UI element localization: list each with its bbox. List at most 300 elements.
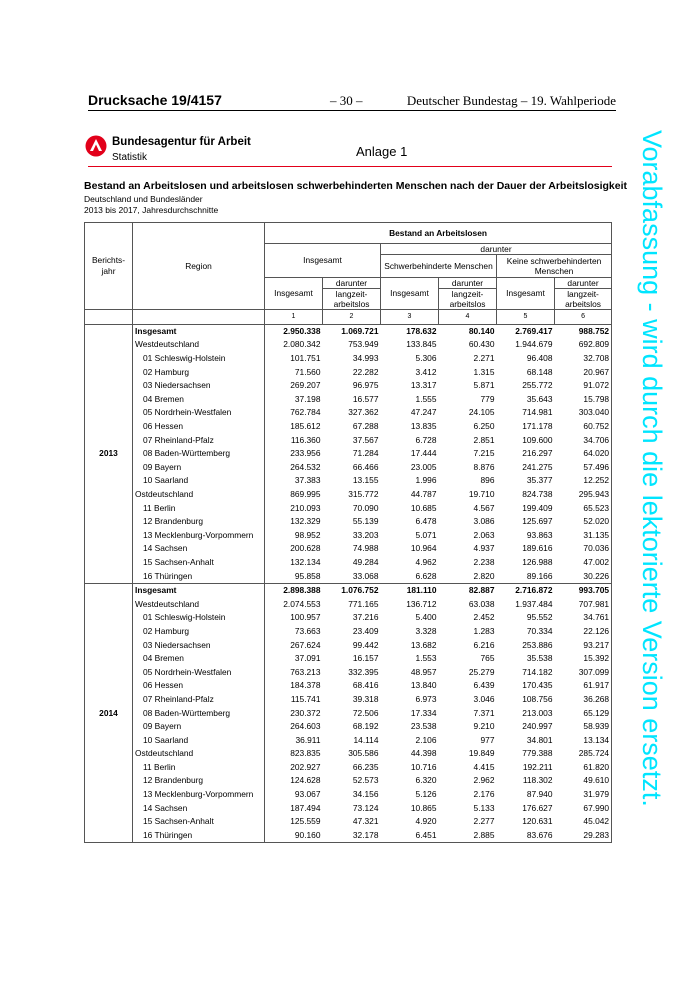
value-cell: 65.129 [555,706,612,720]
value-cell: 70.036 [555,542,612,556]
table-row [85,529,612,543]
value-cell: 2.063 [473,529,495,540]
value-cell: 241.275 [522,461,553,472]
value-cell: 13.840 [410,680,437,691]
region-cell: 13 Mecklenburg-Vorpommern [133,529,265,543]
region-cell: 08 Baden-Württemberg [133,447,265,461]
value-cell: 74.988 [352,543,379,554]
value-cell: 35.643 [526,393,553,404]
table-body [85,324,612,843]
value-cell: 178.632 [381,324,439,338]
value-cell: 80.140 [439,324,497,338]
region-cell: Westdeutschland [133,338,265,352]
value-cell: 5.400 [415,612,437,623]
value-cell: 2.769.417 [497,324,555,338]
value-cell: 210.093 [290,502,321,513]
value-cell: 29.283 [555,829,612,843]
table-row [85,693,612,707]
table-row [85,474,612,488]
value-cell: 133.845 [406,339,437,350]
value-cell: 64.020 [555,447,612,461]
region-cell: 04 Bremen [133,393,265,407]
value-cell: 5.071 [415,529,437,540]
region-cell: Insgesamt [133,324,265,338]
value-cell: 67.288 [352,421,379,432]
value-cell: 36.911 [295,734,321,745]
value-cell: 2.950.338 [265,324,323,338]
value-cell: 63.038 [468,598,495,609]
value-cell: 192.211 [522,761,553,772]
value-cell: 31.979 [555,788,612,802]
value-cell: 184.378 [290,680,321,691]
value-cell: 47.247 [410,407,437,418]
value-cell: 83.676 [497,829,555,843]
anlage-label: Anlage 1 [356,144,408,159]
value-cell: 977 [480,734,495,745]
value-cell: 58.939 [555,720,612,734]
region-cell: 05 Nordrhein-Westfalen [133,665,265,679]
value-cell: 2.080.342 [283,339,321,350]
table-row [85,597,612,611]
header-darunter-3: darunter [555,278,612,289]
value-cell: 2.176 [473,789,495,800]
table-row [85,447,612,461]
value-cell: 23.409 [352,625,379,636]
value-cell: 99.442 [352,639,379,650]
value-cell: 185.612 [290,421,321,432]
table-row [85,338,612,352]
region-cell: 02 Hamburg [133,365,265,379]
header-col-2: langzeit-arbeitslos [323,289,381,310]
value-cell: 120.631 [522,816,553,827]
header-berichtsjahr: Berichts-jahr [85,223,133,310]
table-row [85,365,612,379]
col-number: 5 [497,310,555,325]
value-cell: 68.416 [352,680,379,691]
value-cell: 89.166 [497,569,555,583]
value-cell: 3.046 [473,693,495,704]
value-cell: 93.863 [526,529,553,540]
value-cell: 65.523 [555,501,612,515]
table-row [85,801,612,815]
value-cell: 24.105 [468,407,495,418]
value-cell: 25.279 [468,666,495,677]
red-divider [88,166,612,167]
region-cell: 01 Schleswig-Holstein [133,352,265,366]
value-cell: 22.126 [555,625,612,639]
value-cell: 96.408 [526,353,553,364]
value-cell: 101.751 [290,353,321,364]
value-cell: 73.124 [352,802,379,813]
value-cell: 2.452 [473,612,495,623]
value-cell: 30.226 [555,569,612,583]
value-cell: 1.944.679 [515,339,553,350]
col-number: 6 [555,310,612,325]
value-cell: 116.360 [290,434,321,445]
value-cell: 52.573 [352,775,379,786]
region-cell: 14 Sachsen [133,542,265,556]
watermark: Vorabfassung - wird durch die lektorierte Version ersetzt. [637,130,667,807]
value-cell: 67.990 [555,801,612,815]
value-cell: 6.250 [473,421,495,432]
table-row [85,625,612,639]
value-cell: 1.069.721 [323,324,381,338]
value-cell: 264.603 [290,721,321,732]
value-cell: 763.213 [290,666,321,677]
value-cell: 5.871 [473,380,495,391]
value-cell: 60.752 [555,420,612,434]
value-cell: 200.628 [290,543,321,554]
value-cell: 15.798 [555,393,612,407]
value-cell: 66.235 [352,761,379,772]
value-cell: 762.784 [290,407,321,418]
col-number: 1 [265,310,323,325]
value-cell: 132.329 [290,516,321,527]
value-cell: 9.210 [473,721,495,732]
value-cell: 60.430 [468,339,495,350]
value-cell: 37.216 [352,612,379,623]
value-cell: 39.318 [352,693,379,704]
value-cell: 176.627 [522,802,553,813]
header-darunter-1: darunter [323,278,381,289]
value-cell: 15.392 [555,652,612,666]
region-cell: 15 Sachsen-Anhalt [133,556,265,570]
header-blank-2 [133,310,265,325]
value-cell: 61.917 [555,679,612,693]
value-cell: 240.997 [522,721,553,732]
region-cell: 12 Brandenburg [133,774,265,788]
data-table [84,222,612,843]
page-header [88,92,616,111]
table-row [85,829,612,843]
value-cell: 108.756 [522,693,553,704]
value-cell: 17.444 [410,448,437,459]
value-cell: 71.560 [294,366,321,377]
table-row [85,583,612,597]
value-cell: 13.682 [410,639,437,650]
region-cell: 01 Schleswig-Holstein [133,611,265,625]
value-cell: 2.962 [473,775,495,786]
value-cell: 95.858 [265,569,323,583]
table-row [85,542,612,556]
value-cell: 4.415 [473,761,495,772]
table-row [85,706,612,720]
table-row [85,488,612,502]
header-col-3: Insgesamt [381,278,439,310]
value-cell: 714.981 [522,407,553,418]
table-row [85,420,612,434]
table-row [85,393,612,407]
value-cell: 19.849 [468,748,495,759]
value-cell: 66.466 [352,461,379,472]
value-cell: 45.042 [555,815,612,829]
table-subtitle-period: 2013 bis 2017, Jahresdurchschnitte [84,205,219,215]
value-cell: 118.302 [522,775,553,786]
region-cell: 07 Rheinland-Pfalz [133,433,265,447]
value-cell: 181.110 [381,583,439,597]
value-cell: 34.761 [555,611,612,625]
region-cell: 03 Niedersachsen [133,379,265,393]
value-cell: 34.993 [352,353,379,364]
table-row [85,733,612,747]
bundestag-label: Deutscher Bundestag – 19. Wahlperiode [406,93,616,108]
value-cell: 13.155 [352,475,379,486]
value-cell: 20.967 [555,365,612,379]
table-title: Bestand an Arbeitslosen und arbeitslosen schwerbehinderten Menschen nach der Dauer der Arbeitslosigkeit [84,180,628,192]
value-cell: 6.216 [473,639,495,650]
value-cell: 36.268 [555,693,612,707]
region-cell: 08 Baden-Württemberg [133,706,265,720]
value-cell: 37.383 [294,475,321,486]
header-region: Region [133,223,265,310]
table-row [85,638,612,652]
value-cell: 993.705 [555,583,612,597]
value-cell: 68.148 [526,366,553,377]
table-row [85,379,612,393]
value-cell: 34.706 [555,433,612,447]
value-cell: 253.886 [522,639,553,650]
table-row [85,324,612,338]
year-cell: 2014 [85,583,133,842]
value-cell: 71.284 [352,448,379,459]
region-cell: 06 Hessen [133,420,265,434]
value-cell: 8.876 [473,461,495,472]
region-cell: 09 Bayern [133,720,265,734]
table-row [85,761,612,775]
value-cell: 44.398 [410,748,437,759]
value-cell: 10.964 [410,543,437,554]
header-darunter-2: darunter [439,278,497,289]
value-cell: 216.297 [522,448,553,459]
value-cell: 303.040 [555,406,612,420]
value-cell: 779.388 [522,748,553,759]
value-cell: 1.553 [415,653,437,664]
value-cell: 765 [480,653,495,664]
value-cell: 7.215 [473,448,495,459]
value-cell: 93.217 [555,638,612,652]
value-cell: 2.820 [439,569,497,583]
table-row [85,515,612,529]
region-cell: 06 Hessen [133,679,265,693]
value-cell: 692.809 [555,338,612,352]
value-cell: 3.086 [473,516,495,527]
table-row [85,352,612,366]
value-cell: 6.478 [415,516,437,527]
value-cell: 132.134 [290,556,321,567]
table-row [85,433,612,447]
value-cell: 824.738 [522,489,553,500]
value-cell: 124.628 [290,775,321,786]
value-cell: 1.283 [473,625,495,636]
value-cell: 49.610 [555,774,612,788]
value-cell: 6.439 [473,680,495,691]
page-number: – 30 – [330,93,363,108]
region-cell: 10 Saarland [133,474,265,488]
value-cell: 255.772 [522,380,553,391]
value-cell: 95.552 [526,612,553,623]
value-cell: 6.451 [381,829,439,843]
value-cell: 90.160 [265,829,323,843]
region-cell: 13 Mecklenburg-Vorpommern [133,788,265,802]
table-row [85,788,612,802]
value-cell: 189.616 [522,543,553,554]
value-cell: 34.156 [352,789,379,800]
region-cell: 14 Sachsen [133,801,265,815]
value-cell: 5.133 [473,802,495,813]
value-cell: 332.395 [348,666,379,677]
table-row [85,679,612,693]
region-cell: 16 Thüringen [133,829,265,843]
value-cell: 2.851 [473,434,495,445]
value-cell: 2.074.553 [283,598,321,609]
region-cell: 03 Niedersachsen [133,638,265,652]
value-cell: 4.962 [415,556,437,567]
header-blank-1 [85,310,133,325]
value-cell: 57.496 [555,461,612,475]
header-col-5: Insgesamt [497,278,555,310]
value-cell: 35.538 [526,653,553,664]
value-cell: 213.003 [522,707,553,718]
table-subtitle-region: Deutschland und Bundesländer [84,194,203,204]
value-cell: 34.801 [526,734,553,745]
value-cell: 10.716 [410,761,437,772]
agency-name: Bundesagentur für Arbeit [112,136,251,148]
value-cell: 171.178 [522,421,553,432]
table-row [85,611,612,625]
value-cell: 93.067 [294,789,321,800]
value-cell: 199.409 [522,502,553,513]
value-cell: 988.752 [555,324,612,338]
value-cell: 48.957 [410,666,437,677]
value-cell: 1.315 [473,366,495,377]
header-insgesamt-group: Insgesamt [265,244,381,278]
value-cell: 7.371 [473,707,495,718]
value-cell: 2.716.872 [497,583,555,597]
region-cell: Ostdeutschland [133,488,265,502]
value-cell: 1.076.752 [323,583,381,597]
table-row [85,720,612,734]
value-cell: 100.957 [290,612,321,623]
header-col-1: Insgesamt [265,278,323,310]
value-cell: 115.741 [290,693,321,704]
value-cell: 707.981 [555,597,612,611]
value-cell: 10.685 [410,502,437,513]
year-cell: 2013 [85,324,133,583]
value-cell: 16.157 [352,653,379,664]
value-cell: 19.710 [468,489,495,500]
col-number: 4 [439,310,497,325]
value-cell: 771.165 [348,598,379,609]
value-cell: 269.207 [290,380,321,391]
value-cell: 37.091 [294,653,321,664]
value-cell: 33.068 [323,569,381,583]
value-cell: 13.317 [410,380,437,391]
value-cell: 3.412 [415,366,437,377]
table-row [85,815,612,829]
value-cell: 187.494 [290,802,321,813]
region-cell: Insgesamt [133,583,265,597]
value-cell: 6.728 [415,434,437,445]
value-cell: 136.712 [406,598,437,609]
value-cell: 6.628 [381,569,439,583]
header-darunter: darunter [381,244,612,255]
value-cell: 98.952 [294,529,321,540]
value-cell: 714.182 [522,666,553,677]
value-cell: 70.334 [526,625,553,636]
region-cell: 15 Sachsen-Anhalt [133,815,265,829]
value-cell: 6.320 [415,775,437,786]
agency-sub: Statistik [112,152,148,163]
value-cell: 31.135 [555,529,612,543]
table-row [85,406,612,420]
value-cell: 1.555 [415,393,437,404]
value-cell: 13.134 [555,733,612,747]
region-cell: 16 Thüringen [133,569,265,583]
value-cell: 4.937 [473,543,495,554]
value-cell: 170.435 [522,680,553,691]
col-number: 2 [323,310,381,325]
value-cell: 823.835 [290,748,321,759]
value-cell: 125.559 [290,816,321,827]
value-cell: 4.920 [415,816,437,827]
value-cell: 285.724 [555,747,612,761]
header-col-4: langzeit-arbeitslos [439,289,497,310]
value-cell: 327.362 [348,407,379,418]
value-cell: 4.567 [473,502,495,513]
table-row [85,501,612,515]
value-cell: 47.002 [555,556,612,570]
value-cell: 2.885 [439,829,497,843]
value-cell: 267.624 [290,639,321,650]
region-cell: 11 Berlin [133,501,265,515]
value-cell: 13.835 [410,421,437,432]
value-cell: 32.178 [323,829,381,843]
region-cell: 09 Bayern [133,461,265,475]
value-cell: 91.072 [555,379,612,393]
region-cell: 02 Hamburg [133,625,265,639]
value-cell: 47.321 [352,816,379,827]
value-cell: 70.090 [352,502,379,513]
table-row [85,747,612,761]
value-cell: 109.600 [522,434,553,445]
value-cell: 295.943 [555,488,612,502]
header-schwerbehinderte: Schwerbehinderte Menschen [381,255,497,278]
value-cell: 23.005 [410,461,437,472]
value-cell: 37.567 [352,434,379,445]
header-keine-schwerbehinderte: Keine schwerbehinderten Menschen [497,255,612,278]
region-cell: 07 Rheinland-Pfalz [133,693,265,707]
value-cell: 33.203 [352,529,379,540]
value-cell: 49.284 [352,556,379,567]
region-cell: Westdeutschland [133,597,265,611]
value-cell: 2.277 [473,816,495,827]
value-cell: 44.787 [410,489,437,500]
value-cell: 5.126 [415,789,437,800]
value-cell: 14.114 [353,734,379,745]
value-cell: 2.238 [473,556,495,567]
region-cell: 04 Bremen [133,652,265,666]
value-cell: 2.271 [473,353,495,364]
value-cell: 10.865 [410,802,437,813]
col-number: 3 [381,310,439,325]
region-cell: 11 Berlin [133,761,265,775]
value-cell: 305.586 [348,748,379,759]
value-cell: 779 [480,393,495,404]
region-cell: Ostdeutschland [133,747,265,761]
header-col-6: langzeit-arbeitslos [555,289,612,310]
value-cell: 17.334 [410,707,437,718]
value-cell: 2.106 [415,734,437,745]
